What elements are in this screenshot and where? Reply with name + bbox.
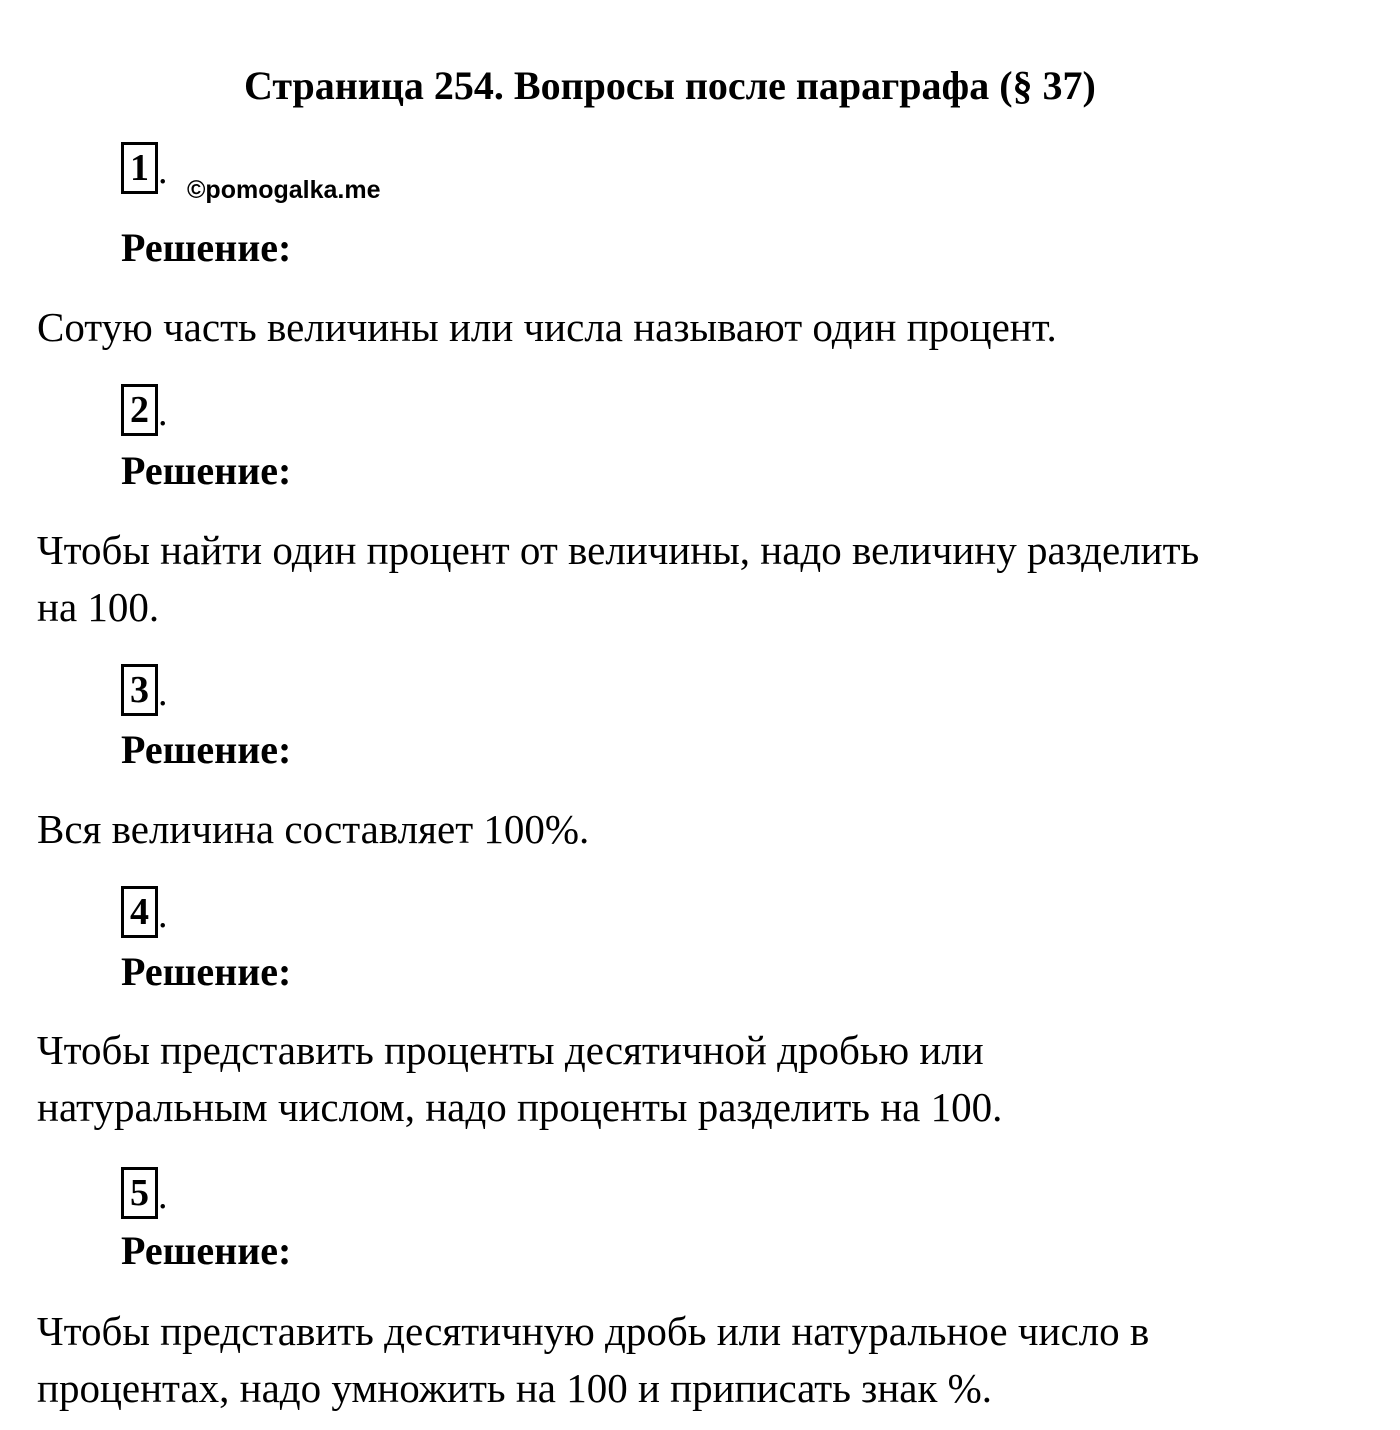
task-number — [121, 886, 172, 938]
solution-label: Решение: — [121, 949, 292, 994]
answer-line: на 100. — [37, 584, 160, 630]
watermark: ©pomogalka.me — [187, 176, 381, 204]
solution-label: Решение: — [121, 225, 292, 270]
answer-line: Вся величина составляет 100%. — [37, 806, 590, 852]
solution-label: Решение: — [121, 727, 292, 772]
task-number — [121, 1167, 172, 1219]
answer-text — [37, 1022, 1387, 1136]
task-number-box: 4 — [121, 886, 158, 938]
task-number-box: 2 — [121, 384, 158, 436]
answer-line: процентах, надо умножить на 100 и приписать знак %. — [37, 1365, 993, 1411]
task-number — [121, 664, 172, 716]
task-number-dot: . — [158, 392, 168, 434]
task-number-dot: . — [158, 894, 168, 936]
answer-line: Сотую часть величины или числа называют один процент. — [37, 304, 1057, 350]
answer-line: Чтобы представить десятичную дробь или натуральное число в — [37, 1308, 1150, 1354]
answer-line: Чтобы найти один процент от величины, надо величину разделить — [37, 527, 1200, 573]
answer-line: натуральным числом, надо проценты разделить на 100. — [37, 1084, 1003, 1130]
task-number — [121, 142, 172, 194]
answer-line: Чтобы представить проценты десятичной дробью или — [37, 1027, 984, 1073]
answer-text — [37, 801, 1387, 858]
task-number-dot: . — [158, 1175, 168, 1217]
task-number-dot: . — [158, 150, 168, 192]
task-number-box: 1 — [121, 142, 158, 194]
answer-text — [37, 522, 1387, 636]
task-number-dot: . — [158, 672, 168, 714]
task-number — [121, 384, 172, 436]
solution-label: Решение: — [121, 448, 292, 493]
answer-text — [37, 1303, 1387, 1417]
answer-text — [37, 299, 1387, 356]
solution-label: Решение: — [121, 1228, 292, 1273]
page-title: Страница 254. Вопросы после параграфа (§ 37) — [244, 63, 1096, 108]
task-number-box: 3 — [121, 664, 158, 716]
task-number-box: 5 — [121, 1167, 158, 1219]
